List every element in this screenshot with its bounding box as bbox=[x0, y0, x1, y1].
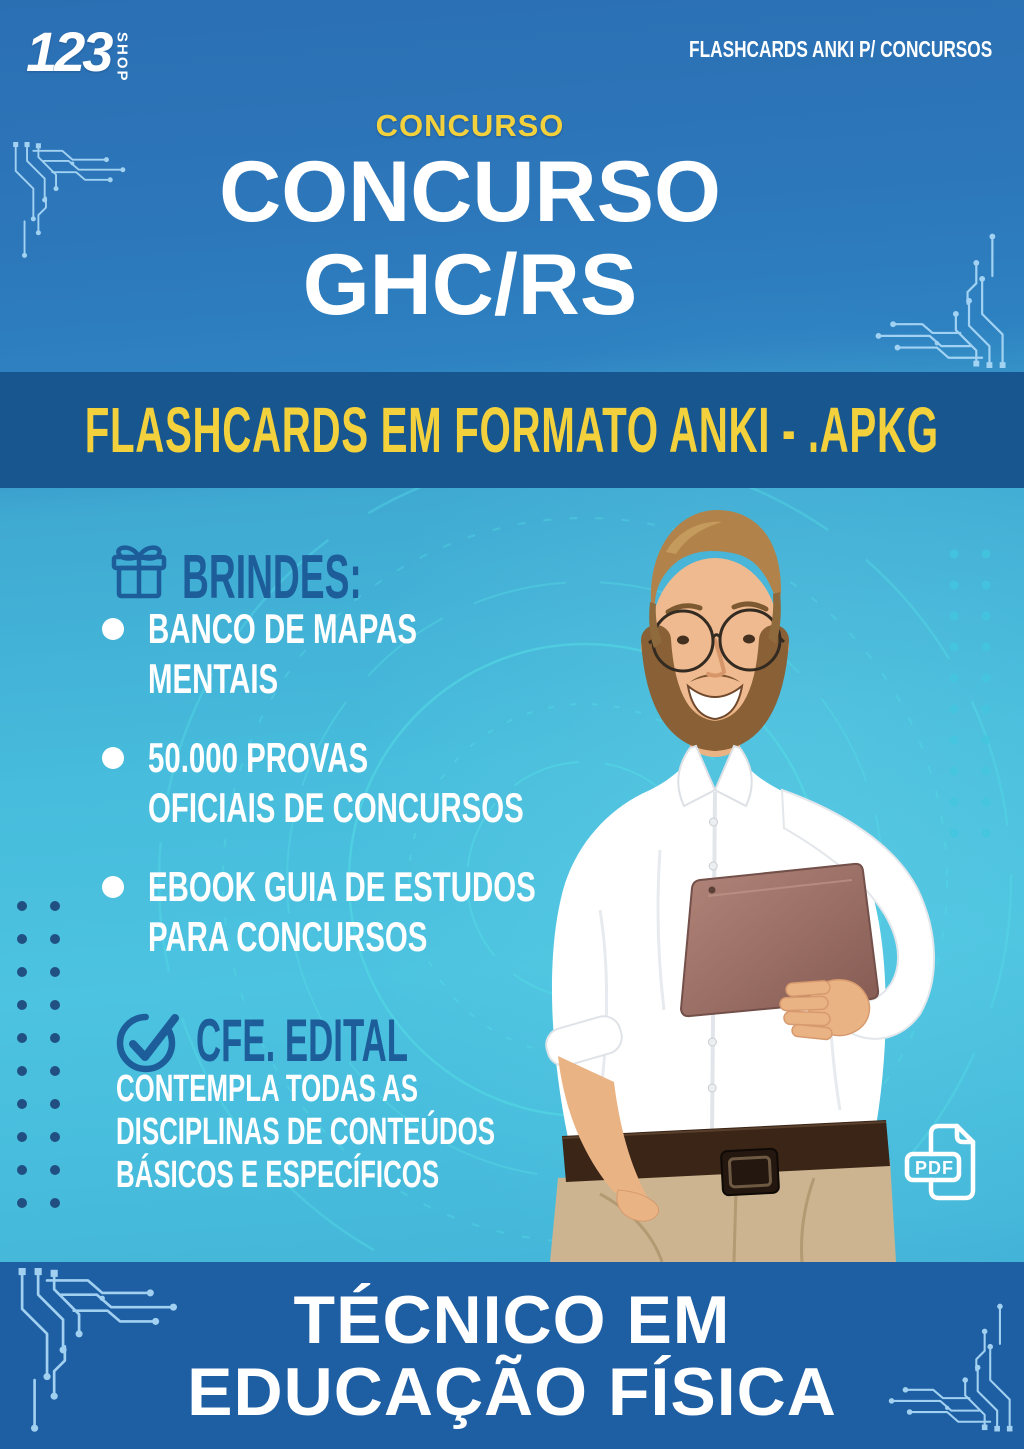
footer-banner bbox=[0, 1262, 1024, 1449]
check-circle-icon bbox=[112, 1004, 186, 1076]
kicker: CONCURSO bbox=[375, 108, 565, 143]
bullet-text: MENTAIS bbox=[148, 655, 279, 702]
edital-line: BÁSICOS E ESPECÍFICOS bbox=[116, 1154, 440, 1196]
bullet-text: EBOOK GUIA DE ESTUDOS bbox=[148, 863, 536, 910]
bullet-dot bbox=[102, 876, 124, 898]
edital-heading: CFE. EDITAL bbox=[196, 1007, 409, 1074]
pdf-file-icon bbox=[901, 1116, 989, 1208]
gift-icon bbox=[106, 540, 172, 604]
bullet-text: 50.000 PROVAS bbox=[148, 734, 369, 781]
list-item bbox=[102, 604, 702, 704]
right-hand bbox=[780, 980, 870, 1040]
list-item bbox=[102, 862, 702, 962]
footer-title bbox=[0, 1284, 1024, 1428]
bullet-text: PARA CONCURSOS bbox=[148, 913, 428, 960]
brindes-heading: BRINDES: bbox=[182, 543, 362, 612]
title-line-2: GHC/RS bbox=[302, 237, 638, 333]
bullet-text: OFICIAIS DE CONCURSOS bbox=[148, 784, 524, 831]
corner-label: FLASHCARDS ANKI P/ CONCURSOS bbox=[688, 36, 992, 62]
format-banner-label: FLASHCARDS EM FORMATO ANKI - .APKG bbox=[85, 394, 939, 466]
format-banner bbox=[0, 372, 1024, 488]
list-item bbox=[102, 733, 702, 833]
footer-line-2: EDUCAÇÃO FÍSICA bbox=[187, 1354, 837, 1430]
dots-grid-left bbox=[12, 898, 74, 1228]
logo-number: 123 bbox=[26, 20, 111, 83]
edital-line: DISCIPLINAS DE CONTEÚDOS bbox=[116, 1111, 496, 1153]
page-title bbox=[0, 146, 982, 332]
edital-text bbox=[116, 1068, 673, 1197]
title-line-1: CONCURSO bbox=[219, 144, 721, 240]
brindes-list bbox=[102, 604, 702, 991]
pdf-label: PDF bbox=[915, 1158, 954, 1178]
bullet-dot bbox=[102, 747, 124, 769]
logo-word: SHOP bbox=[113, 32, 131, 83]
bullet-text: BANCO DE MAPAS bbox=[148, 605, 417, 652]
logo-123-shop bbox=[26, 20, 131, 83]
footer-line-1: TÉCNICO EM bbox=[293, 1282, 731, 1358]
bullet-dot bbox=[102, 618, 124, 640]
edital-line: CONTEMPLA TODAS AS bbox=[116, 1068, 418, 1110]
